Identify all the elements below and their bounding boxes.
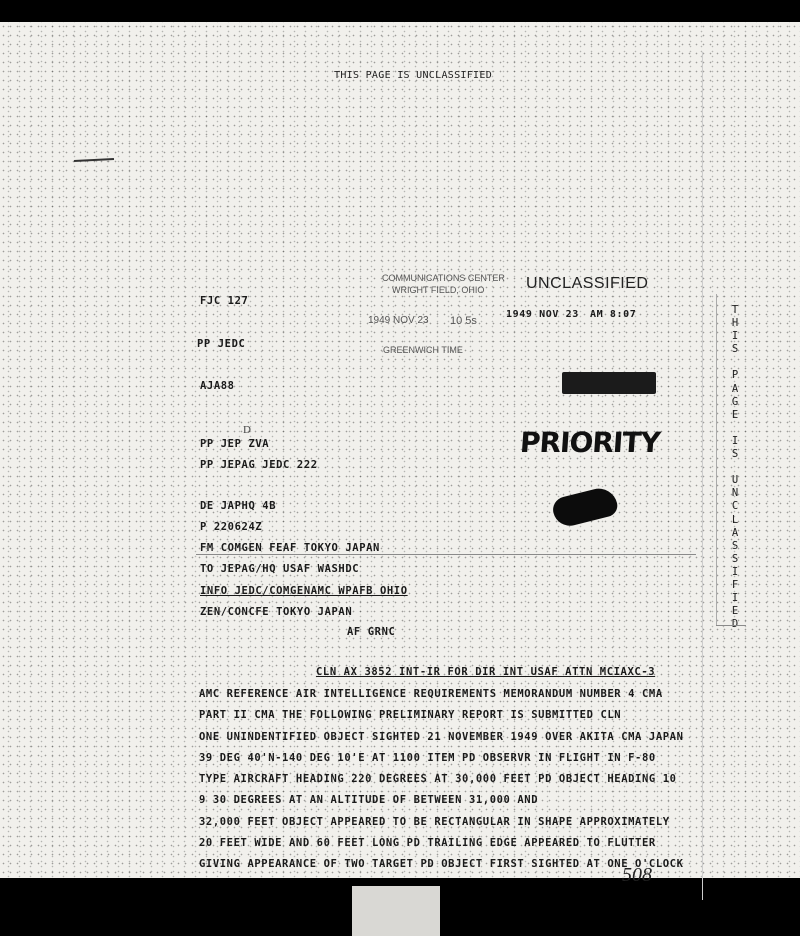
- body-line-7: 9 30 DEGREES AT AN ALTITUDE OF BETWEEN 31,000 AND: [199, 794, 539, 806]
- scan-fragment: [352, 886, 440, 936]
- classification-header: THIS PAGE IS UNCLASSIFIED: [334, 70, 493, 81]
- message-line-pp: PP JEDC: [197, 338, 246, 350]
- side-classification-text: T H I S P A G E I S U N C L A S S I F I E: [731, 304, 739, 618]
- body-line-1: CLN AX 3852 INT-IR FOR DIR INT USAF ATTN MCIAXC-3: [316, 666, 656, 678]
- priority-stamp: PRIORITY: [518, 426, 661, 459]
- unclassified-date-stamp: 1949 NOV 23: [506, 309, 579, 320]
- body-line-6: TYPE AIRCRAFT HEADING 220 DEGREES AT 30,000 FEET PD OBJECT HEADING 10: [199, 773, 677, 785]
- body-line-5: 39 DEG 40'N-140 DEG 10'E AT 1100 ITEM PD OBSERVR IN FLIGHT IN F-80: [199, 752, 656, 764]
- body-line-3: PART II CMA THE FOLLOWING PRELIMINARY REPORT IS SUBMITTED CLN: [199, 709, 622, 721]
- unclassified-stamp: UNCLASSIFIED: [526, 275, 649, 292]
- body-line-2: AMC REFERENCE AIR INTELLIGENCE REQUIREMENTS MEMORANDUM NUMBER 4 CMA: [199, 688, 663, 700]
- received-time-stamp: 10 5s: [450, 315, 477, 327]
- message-line-pp-jepag: PP JEPAG JEDC 222: [200, 459, 318, 471]
- comm-center-stamp-line1: COMMUNICATIONS CENTER: [382, 273, 505, 283]
- message-line-af: AF GRNC: [347, 626, 396, 638]
- message-line-de: DE JAPHQ 4B: [200, 500, 277, 512]
- body-line-4: ONE UNINDENTIFIED OBJECT SIGHTED 21 NOVEMBER 1949 OVER AKITA CMA JAPAN: [199, 731, 684, 743]
- handwritten-mark: D: [243, 424, 251, 436]
- side-bracket-foot: [716, 625, 746, 626]
- page-edge-line: [702, 52, 703, 900]
- redaction-block: [562, 372, 656, 394]
- message-line-fjc: FJC 127: [200, 295, 249, 307]
- redaction-blot: [550, 485, 619, 530]
- body-line-10: GIVING APPEARANCE OF TWO TARGET PD OBJECT FIRST SIGHTED AT ONE O'CLOCK: [199, 858, 684, 870]
- body-line-8: 32,000 FEET OBJECT APPEARED TO BE RECTANGULAR IN SHAPE APPROXIMATELY: [199, 816, 670, 828]
- comm-center-stamp-line2: WRIGHT FIELD, OHIO: [392, 285, 485, 295]
- received-date-stamp: 1949 NOV 23: [368, 315, 429, 326]
- message-line-pp-jep: PP JEP ZVA: [200, 438, 270, 450]
- message-line-zen: ZEN/CONCFE TOKYO JAPAN: [200, 606, 353, 618]
- margin-mark: [74, 158, 114, 162]
- body-line-9: 20 FEET WIDE AND 60 FEET LONG PD TRAILING EDGE APPEARED TO FLUTTER: [199, 837, 656, 849]
- unclassified-time-stamp: AM 8:07: [590, 309, 637, 320]
- side-bracket-line: [716, 294, 717, 626]
- message-line-to: TO JEPAG/HQ USAF WASHDC: [200, 563, 360, 575]
- message-line-p: P 220624Z: [200, 521, 263, 533]
- message-line-aja: AJA88: [200, 380, 235, 392]
- greenwich-time-stamp: GREENWICH TIME: [383, 345, 463, 355]
- message-line-fm: FM COMGEN FEAF TOKYO JAPAN: [200, 542, 380, 554]
- message-line-info: INFO JEDC/COMGENAMC WPAFB OHIO: [200, 585, 408, 597]
- page-number-handwritten: 508: [622, 864, 652, 886]
- header-rule: [196, 554, 696, 555]
